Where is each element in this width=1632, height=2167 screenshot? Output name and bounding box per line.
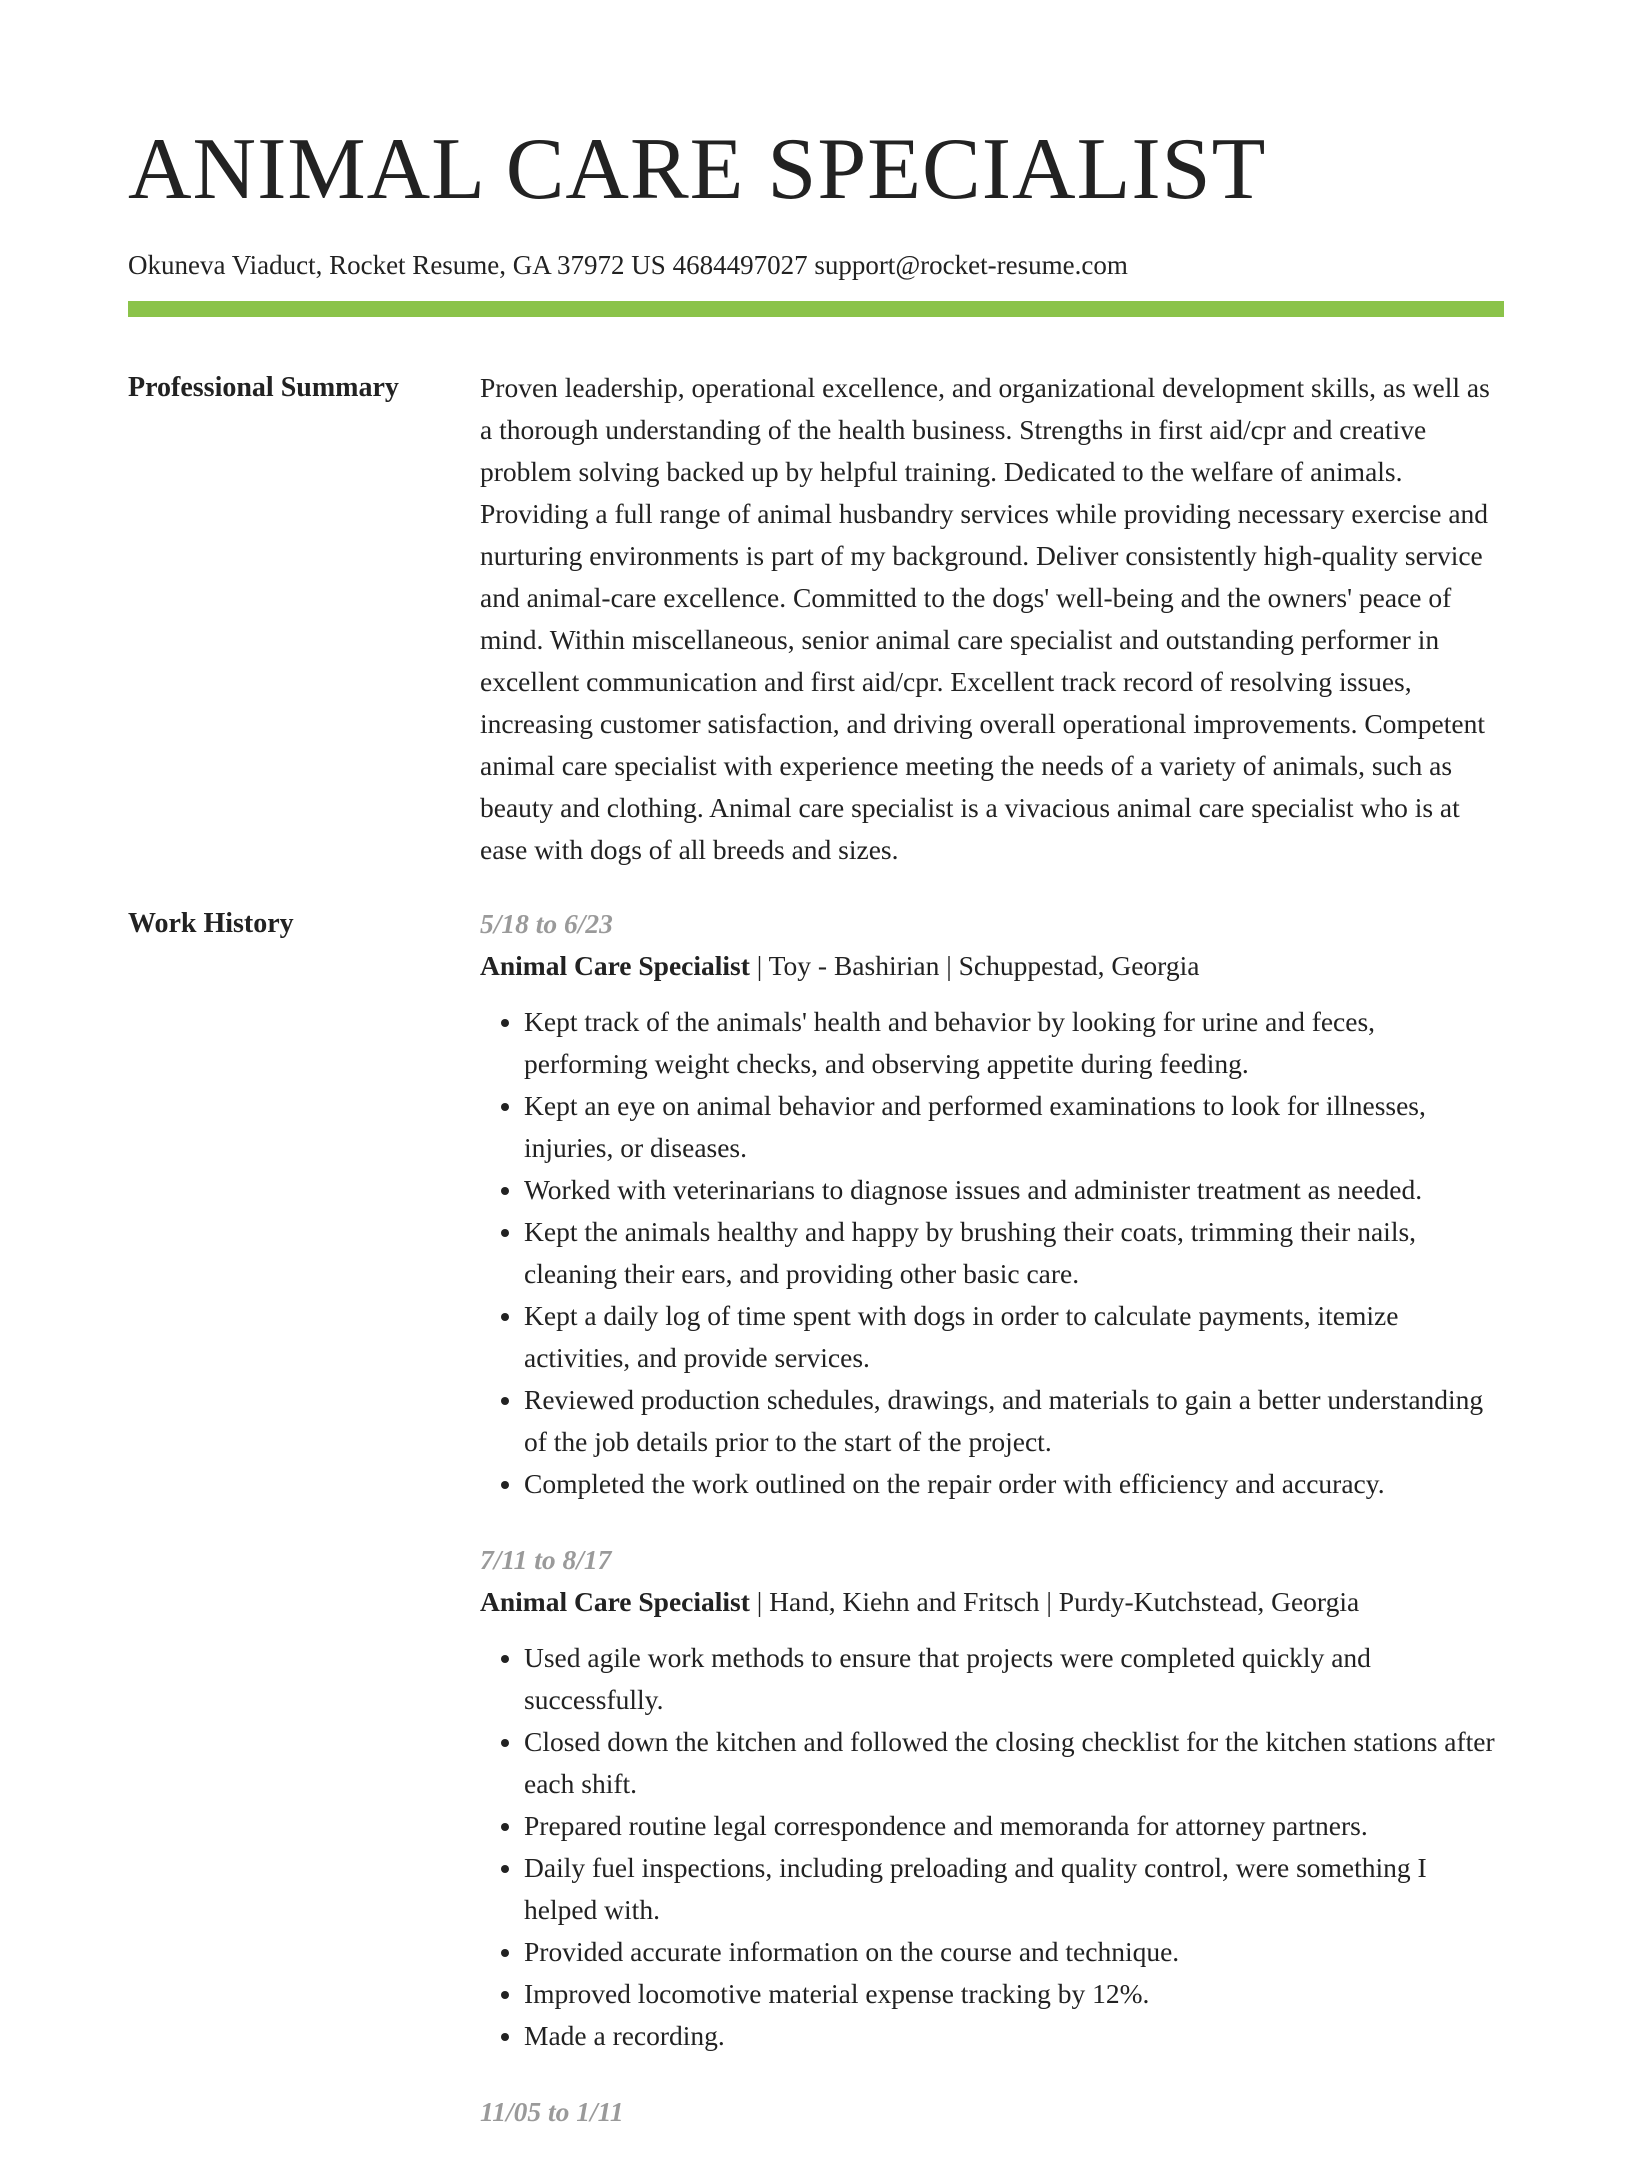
job-entry — [480, 903, 1504, 1505]
summary-body — [480, 367, 1504, 871]
job-title: Animal Care Specialist — [480, 1586, 750, 1617]
contact-line — [128, 248, 1504, 282]
job-duty: • Kept the animals healthy and happy by brushing their coats, trimming their nails, cleaning their ears, and providing other basic care. — [524, 1211, 1504, 1295]
job-dates: 7/11 to 8/17 — [480, 1544, 612, 1575]
header-divider — [128, 301, 1504, 317]
job-duty: • Kept an eye on animal behavior and performed examinations to look for illnesses, injuries, or diseases. — [524, 1085, 1504, 1169]
resume-page — [128, 0, 1504, 2167]
resume-title: ANIMAL CARE SPECIALIST — [128, 121, 1267, 218]
job-dates: 5/18 to 6/23 — [480, 908, 613, 939]
job-duty: • Closed down the kitchen and followed the closing checklist for the kitchen stations after each shift. — [524, 1721, 1504, 1805]
job-duties-list — [480, 1001, 1504, 1505]
job-employer-location: | Hand, Kiehn and Fritsch | Purdy-Kutchstead, Georgia — [749, 1586, 1360, 1617]
summary-text: Proven leadership, operational excellence, and organizational development skills, as well as a thorough understanding of the health business. Strengths in first aid/cpr and creative problem solving backed up by helpful training. Dedicated to the welfare of animals. Providing a full range of animal husbandry services while providing necessary exercise and nurturing environments is part of my background. Deliver consistently high-quality service and animal-care excellence. Committed to the dogs' well-being and the owners' peace of mind. Within miscellaneous, senior animal care specialist and outstanding performer in excellent communication and first aid/cpr. Excellent track record of resolving issues, increasing customer satisfaction, and driving overall operational improvements. Competent animal care specialist with experience meeting the needs of a variety of animals, such as beauty and clothing. Animal care specialist is a vivacious animal care specialist who is at ease with dogs of all breeds and sizes. — [480, 372, 1490, 865]
job-duties-list — [480, 1637, 1504, 2057]
job-duty: • Used agile work methods to ensure that projects were completed quickly and successfully. — [524, 1637, 1504, 1721]
job-duty: • Kept a daily log of time spent with dogs in order to calculate payments, itemize activities, and provide services. — [524, 1295, 1504, 1379]
job-duty: • Provided accurate information on the course and technique. — [524, 1931, 1504, 1973]
job-employer-location: | Toy - Bashirian | Schuppestad, Georgia — [749, 950, 1200, 981]
job-heading — [480, 1581, 1504, 1623]
job-heading — [480, 945, 1504, 987]
job-duty: • Made a recording. — [524, 2015, 1504, 2057]
job-duty: • Kept track of the animals' health and behavior by looking for urine and feces, performing weight checks, and observing appetite during feeding. — [524, 1001, 1504, 1085]
section-heading-summary: Professional Summary — [128, 372, 399, 403]
job-duty: • Prepared routine legal correspondence and memoranda for attorney partners. — [524, 1805, 1504, 1847]
job-title: Animal Care Specialist — [480, 950, 750, 981]
job-entry — [480, 2091, 1504, 2133]
job-duty: • Reviewed production schedules, drawings, and materials to gain a better understanding of the job details prior to the start of the project. — [524, 1379, 1504, 1463]
job-duty: • Worked with veterinarians to diagnose issues and administer treatment as needed. — [524, 1169, 1504, 1211]
contact-email: support@rocket-resume.com — [814, 250, 1128, 280]
work-history-body — [480, 903, 1504, 2167]
section-heading-work-history: Work History — [128, 908, 294, 939]
contact-phone: 4684497027 — [672, 250, 808, 280]
job-duty: • Improved locomotive material expense tracking by 12%. — [524, 1973, 1504, 2015]
job-duty: • Daily fuel inspections, including preloading and quality control, were something I helped with. — [524, 1847, 1504, 1931]
professional-summary-section — [128, 367, 1504, 871]
job-dates: 11/05 to 1/11 — [480, 2096, 624, 2127]
job-entry — [480, 1539, 1504, 2057]
job-duty: • Completed the work outlined on the repair order with efficiency and accuracy. — [524, 1463, 1504, 1505]
contact-address: Okuneva Viaduct, Rocket Resume, GA 37972 US — [128, 250, 666, 280]
work-history-section — [128, 903, 1504, 2167]
